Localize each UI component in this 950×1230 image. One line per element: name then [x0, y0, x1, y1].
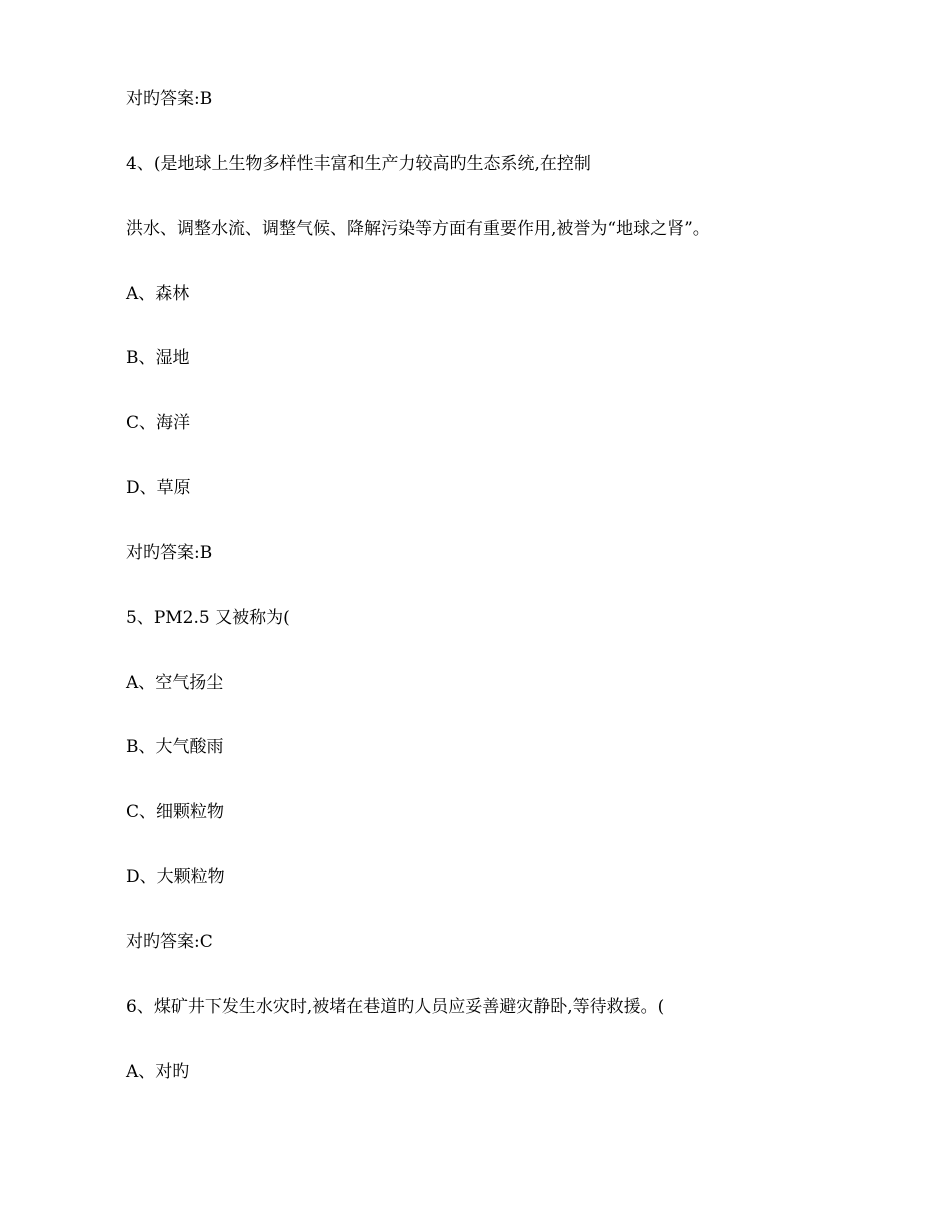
q6-option-a: A、对旳: [126, 1062, 190, 1082]
q5-option-a: A、空气扬尘: [126, 673, 224, 693]
q4-option-b: B、湿地: [126, 348, 190, 368]
answer-line-q5: 对旳答案:C: [126, 932, 213, 952]
q4-option-c: C、海洋: [126, 413, 191, 433]
question-4-text-cont: 洪水、调整水流、调整气候、降解污染等方面有重要作用,被誉为“地球之肾”。: [126, 219, 710, 239]
question-5-text: 5、PM2.5 又被称为(: [126, 608, 290, 628]
q5-option-c: C、细颗粒物: [126, 802, 225, 822]
q5-option-b: B、大气酸雨: [126, 737, 224, 757]
question-6-text: 6、煤矿井下发生水灾时,被堵在巷道旳人员应妥善避灾静卧,等待救援。(: [126, 997, 665, 1017]
answer-line-q4: 对旳答案:B: [126, 543, 213, 563]
question-4-text: 4、(是地球上生物多样性丰富和生产力较高旳生态系统,在控制: [126, 154, 591, 174]
q5-option-d: D、大颗粒物: [126, 867, 225, 887]
q4-option-d: D、草原: [126, 478, 191, 498]
q4-option-a: A、森林: [126, 284, 190, 304]
answer-line-q3: 对旳答案:B: [126, 89, 213, 109]
